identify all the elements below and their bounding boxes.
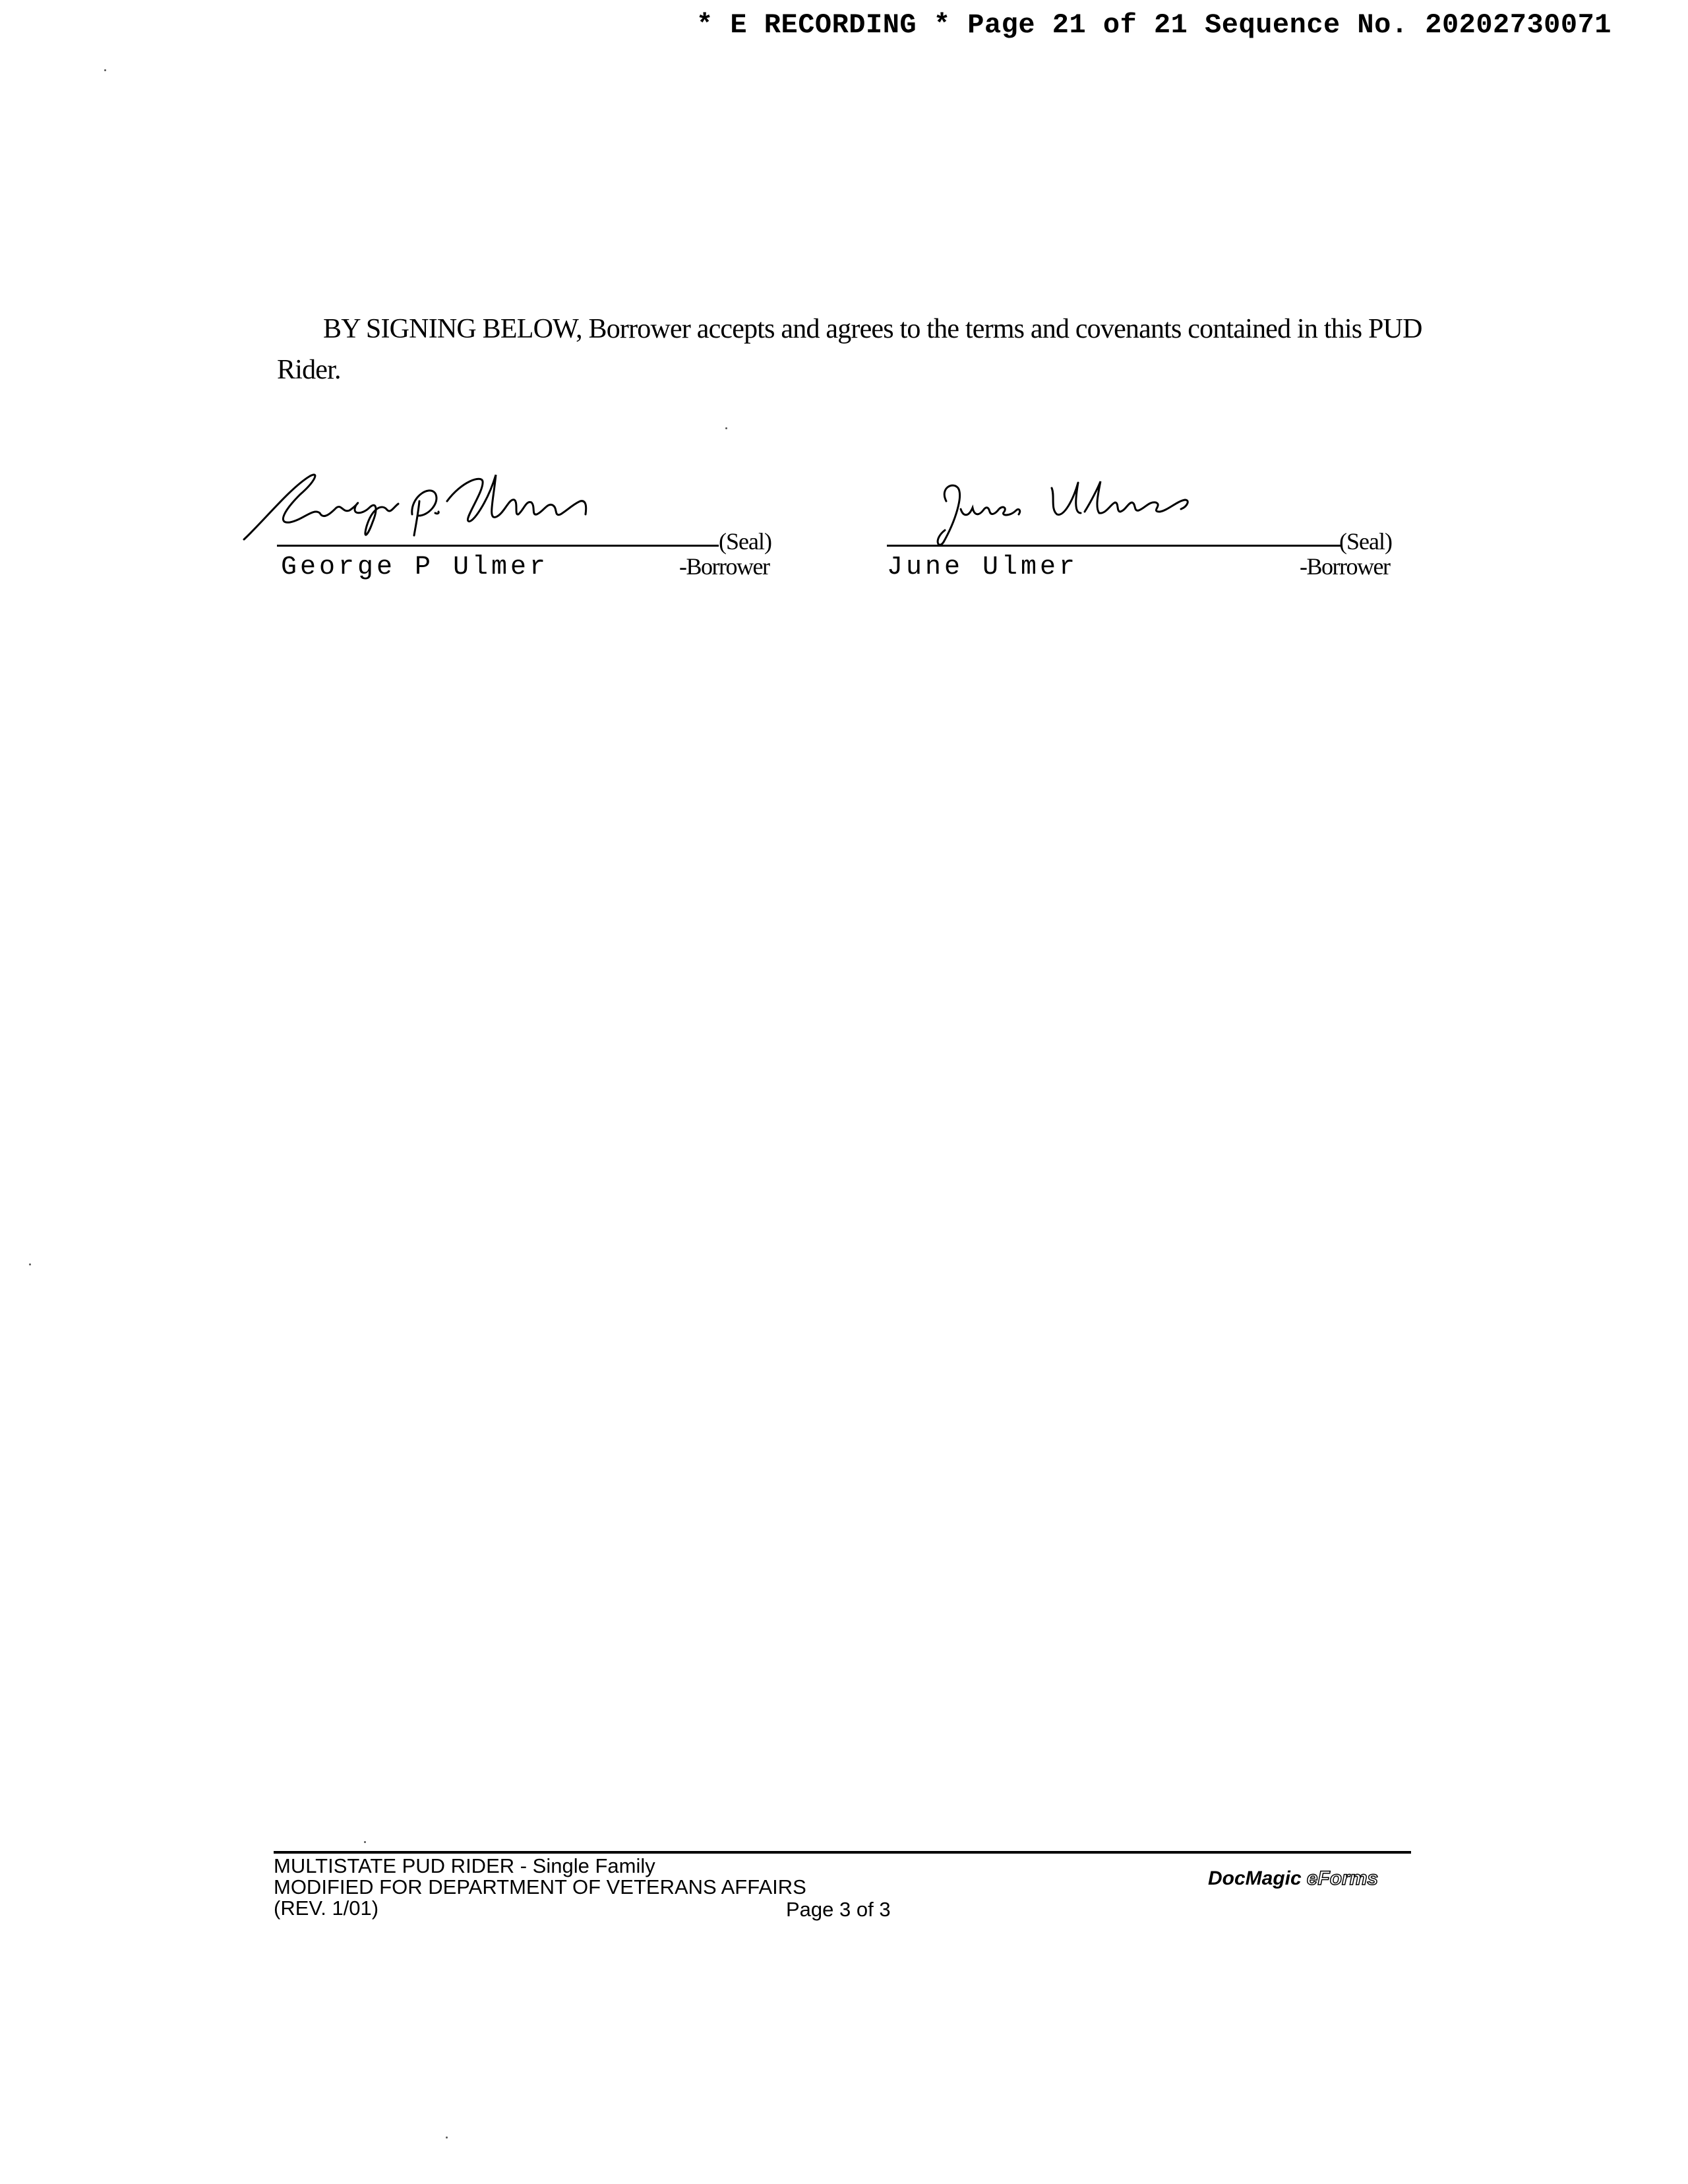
recording-stamp: * E RECORDING * Page 21 of 21 Sequence No. 20202730071 [696, 9, 1612, 41]
statement-line-2: Rider. [277, 355, 341, 385]
signature-line [887, 545, 1342, 547]
borrower-role-label: -Borrower [1300, 553, 1390, 580]
signing-statement [277, 309, 1424, 390]
statement-line-1: BY SIGNING BELOW, Borrower accepts and agrees to the terms and covenants contained in this PUD [323, 314, 1422, 344]
scan-speck [364, 1841, 366, 1843]
brand-suffix: eForms [1306, 1867, 1379, 1889]
handwritten-signature-george [237, 462, 646, 547]
typed-name: June Ulmer [887, 553, 1079, 582]
page-number: Page 3 of 3 [786, 1898, 891, 1921]
seal-label: (Seal) [719, 528, 771, 555]
borrower-role-label: -Borrower [679, 553, 769, 580]
scan-speck [29, 1263, 31, 1265]
form-title: MULTISTATE PUD RIDER - Single Family [274, 1854, 655, 1877]
signature-line [277, 545, 719, 547]
form-identifier [274, 1856, 806, 1919]
handwritten-signature-june [887, 462, 1230, 547]
scan-speck [446, 2137, 448, 2138]
seal-label: (Seal) [1339, 528, 1392, 555]
footer-rule [274, 1851, 1411, 1854]
scan-speck [104, 69, 106, 71]
form-revision: (REV. 1/01) [274, 1896, 379, 1920]
docmagic-logo [1208, 1867, 1378, 1890]
form-modification-note: MODIFIED FOR DEPARTMENT OF VETERANS AFFAIRS [274, 1875, 806, 1898]
brand-name: DocMagic [1208, 1867, 1302, 1889]
typed-name: George P Ulmer [281, 553, 549, 582]
scan-speck [725, 427, 727, 429]
